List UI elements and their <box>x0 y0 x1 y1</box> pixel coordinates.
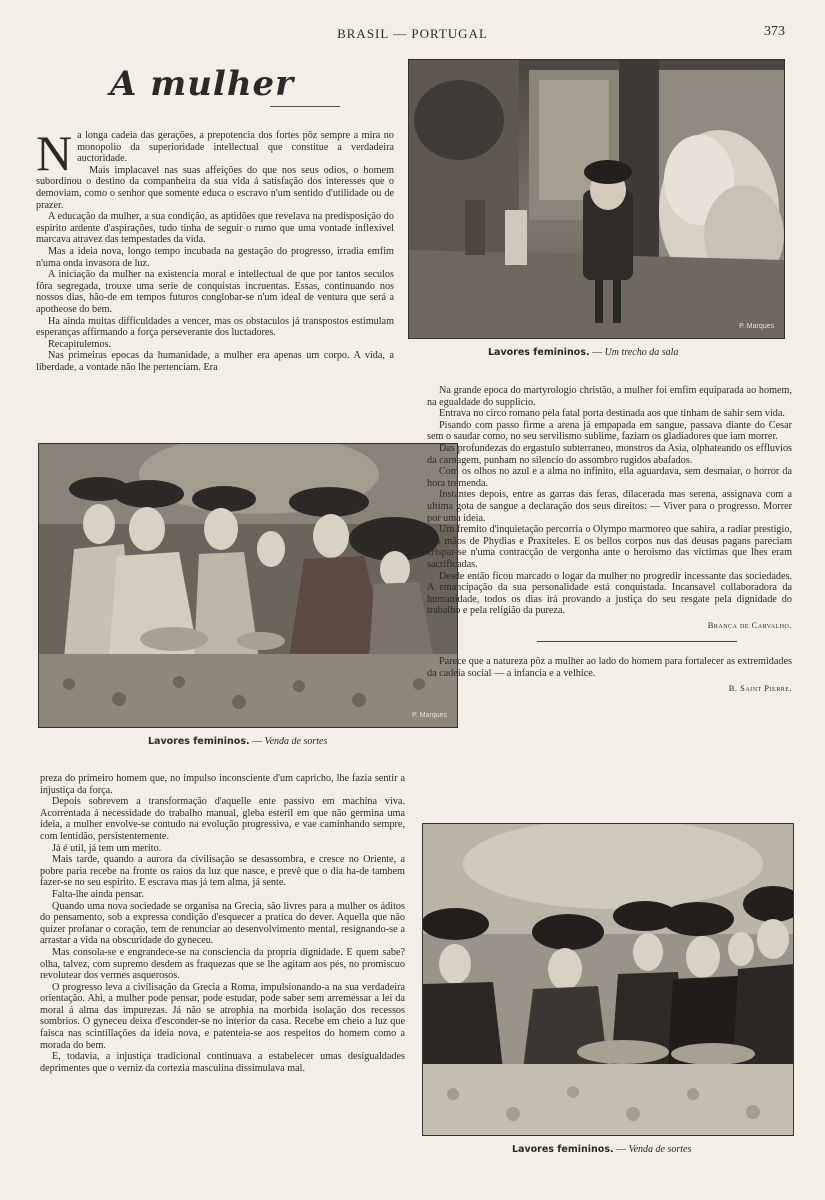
column-right <box>427 385 792 694</box>
photo-salon-interior <box>408 59 785 339</box>
column-bottom-left <box>40 773 405 1074</box>
paragraph: E, todavia, a injustiça tradicional continuava a estabelecer umas desigualdades deprimentes que o verniz da cortezia masculina dissimulava mal. <box>40 1051 405 1074</box>
paragraph: Um fremito d'inquietação percorria o Olympo marmoreo que sahira, a radiar prestigio, das mãos de Phydias e Praxiteles. E os bellos corpos nus das deusas pagans pareciam crispar-se n'uma contracção de vergonha ante o heroismo das victimas que lhes eram sacrificadas. <box>427 524 792 570</box>
paragraph: Mas consola-se e engrandece-se na consciencia da propria dignidade. E quem sabe? olha, talvez, com supremo desdem as fraquezas que se lhe agitam aos pés, no promiscuo revolutear dos vermes asquerosos. <box>40 946 405 982</box>
paragraph: Já é util, já tem um merito. <box>52 842 162 854</box>
paragraph: Desde então ficou marcado o logar da mulher no progredir incessante das sociedades. A emancipação da sua personalidade está conquistada. Incansavel collaboradora da humanidade, todos os dias irá provando a justiça do seu resgate pela dignidade do trabalho e pela religião da pureza. <box>427 570 792 617</box>
paragraph: preza do primeiro homem que, no impulso inconsciente d'um capricho, lhe fazia sentir a injustiça da força. <box>40 773 405 796</box>
photo-credit: P. Marques <box>412 712 447 719</box>
column-top-left <box>36 125 394 373</box>
caption-text: Um trecho da sala <box>604 347 679 358</box>
paragraph: Com os olhos no azul e a alma no infinito, ella aguardava, sem desmaiar, o horror da hora tremenda. <box>427 466 792 489</box>
running-head: BRASIL — PORTUGAL <box>337 26 488 41</box>
paragraph: Nas primeiras epocas da humanidade, a mulher era apenas um corpo. A vida, a liberdade, a vontade não lhe pertenciam. Era <box>36 350 394 373</box>
quote-author: B. Saint Pierre. <box>728 682 792 693</box>
paragraph: Na grande epoca do martyrologio christão, a mulher foi emfim equiparada ao homem, na egualdade do supplicio. <box>427 385 792 408</box>
paragraph: Recapitulemos. <box>48 338 112 350</box>
paragraph: Entrava no circo romano pela fatal porta destinada aos que tinham de sahir sem vida. <box>439 408 785 420</box>
paragraph: A iniciação da mulher na existencia moral e intellectual de que por tantos seculos fôra segregada, trouxe uma serie de conquistas incruentas. Essas, continuando nos nossos dias, hão-de em tempos futuros conglobar-se n'um ideal de ventura que será a apotheose do bem. <box>36 269 394 315</box>
photo-women-group <box>422 823 794 1136</box>
epigraph-quote: Parece que a natureza pôz a mulher ao lado do homem para fortalecer as extremidades da cadeia social — a infancia e a velhice. <box>427 656 792 680</box>
photo-women-stall <box>38 443 458 728</box>
caption-label: Lavores femininos. <box>148 736 250 747</box>
stall-photo-illustration <box>39 444 458 728</box>
title-rule <box>270 106 340 107</box>
paragraph: Falta-lhe ainda pensar. <box>52 888 144 900</box>
page-number: 373 <box>764 24 785 39</box>
paragraph: Instantes depois, entre as garras das feras, dilacerada mas serena, assignava com a ultima gota de sangue a declaração dos seus direitos: — Viver para o progresso. Morrer por uma ideia. <box>427 489 792 524</box>
paragraph: Pisando com passo firme a arena já empapada em sangue, passava diante do Cesar sem o saudar como, no seu servilismo sublime, faziam os gladiadores que iam morrer. <box>427 419 792 443</box>
paragraph: Mas a ideia nova, longo tempo incubada na gestação do progresso, irradia emfim n'uma onda invasora de luz. <box>36 245 394 269</box>
paragraph: Quando uma nova sociedade se organisa na Grecia, são livres para a mulher os áditos do pensamento, sob a expressa condição d'esquecer a pratica do dever. Aquella que não quizer profanar o coração, tem de renunciar ao desenvolvimento mental, resignando-se a arrastar a vida na obscuridade do gyneceu. <box>40 900 405 947</box>
caption-label: Lavores femininos. <box>512 1144 614 1155</box>
paragraph: Depois sobrevem a transformação d'aquelle ente passivo em machina viva. Acorrentada á necessidade do trabalho manual, gleba esteril em que não germina uma ideia, a mulher envolve-se contudo na evolução progressiva, e vae caminhando sempre, com lentidão, persistentemente. <box>40 796 405 842</box>
paragraph: Das profundezas do ergastulo subterraneo, monstros da Asia, olphateando os effluvios da carnagem, punham no silencio do assombro rugidos abafados. <box>427 442 792 466</box>
paragraph: Mais tarde, quando a aurora da civilisação se desassombra, e cresce no Oriente, a pobre paria recebe na fronte os raios da luz que nasce, e prevê que o dia ha-de tambem fazer-se no seu espirito. E escrava mas já tem alma, já sente. <box>40 854 405 889</box>
salon-photo-illustration <box>409 60 785 339</box>
photo-credit: P. Marques <box>739 323 774 330</box>
separator-rule <box>537 641 737 642</box>
caption-text: Venda de sortes <box>264 736 328 747</box>
paragraph: A educação da mulher, a sua condição, as aptidões que revelava na predisposição do espirito ardente d'aspirações, tudo tinha de seguir o rumo que uma vontade inflexivel marcava atravez das tempestades da vida. <box>36 211 394 246</box>
caption-text: Venda de sortes <box>628 1144 692 1155</box>
paragraph: Mais implacavel nas suas affeições do que nos seus odios, o homem subordinou o destino da companheira da sua vida á satisfação dos interesses que o demoviam, como o senhor que somente educa o escravo n'um sentido d'utilidade ou de prazer. <box>36 164 394 211</box>
paragraph: O progresso leva a civilisação da Grecia a Roma, impulsionando-a na sua verdadeira orientação. Ahi, a mulher pode pensar, pode estudar, pode saber sem arremessar a lei da moral á alma das impurezas. Já não se atrophia na morbida isolação dos recessos sombrios. O gyneceu deixa d'esconder-se no interior da casa. Recebe em cheio a luz que faisca nas scintillações da ideia nova, e patenteia-se aos respeitos do homem como a morada do bem. <box>40 981 405 1051</box>
paragraph: Na longa cadeia das gerações, a prepotencia dos fortes pôz sempre a mira no monopolio da superioridade intellectual que constitue a verdadeira auctoridade. <box>36 125 394 181</box>
drop-cap: N <box>36 125 73 181</box>
caption-stall: Lavores femininos. — Venda de sortes <box>148 736 328 747</box>
author-signature: Branca de Carvalho. <box>707 619 792 630</box>
caption-group: Lavores femininos. — Venda de sortes <box>512 1144 692 1155</box>
group-photo-illustration <box>423 824 794 1136</box>
article-title: A mulher <box>110 64 295 104</box>
caption-label: Lavores femininos. <box>488 347 590 358</box>
paragraph: Ha ainda muitas difficuldades a vencer, mas os obstaculos já transpostos estimulam esperanças affirmando a força perseverante dos luctadores. <box>36 315 394 339</box>
caption-salon: Lavores femininos. — Um trecho da sala <box>488 347 679 358</box>
